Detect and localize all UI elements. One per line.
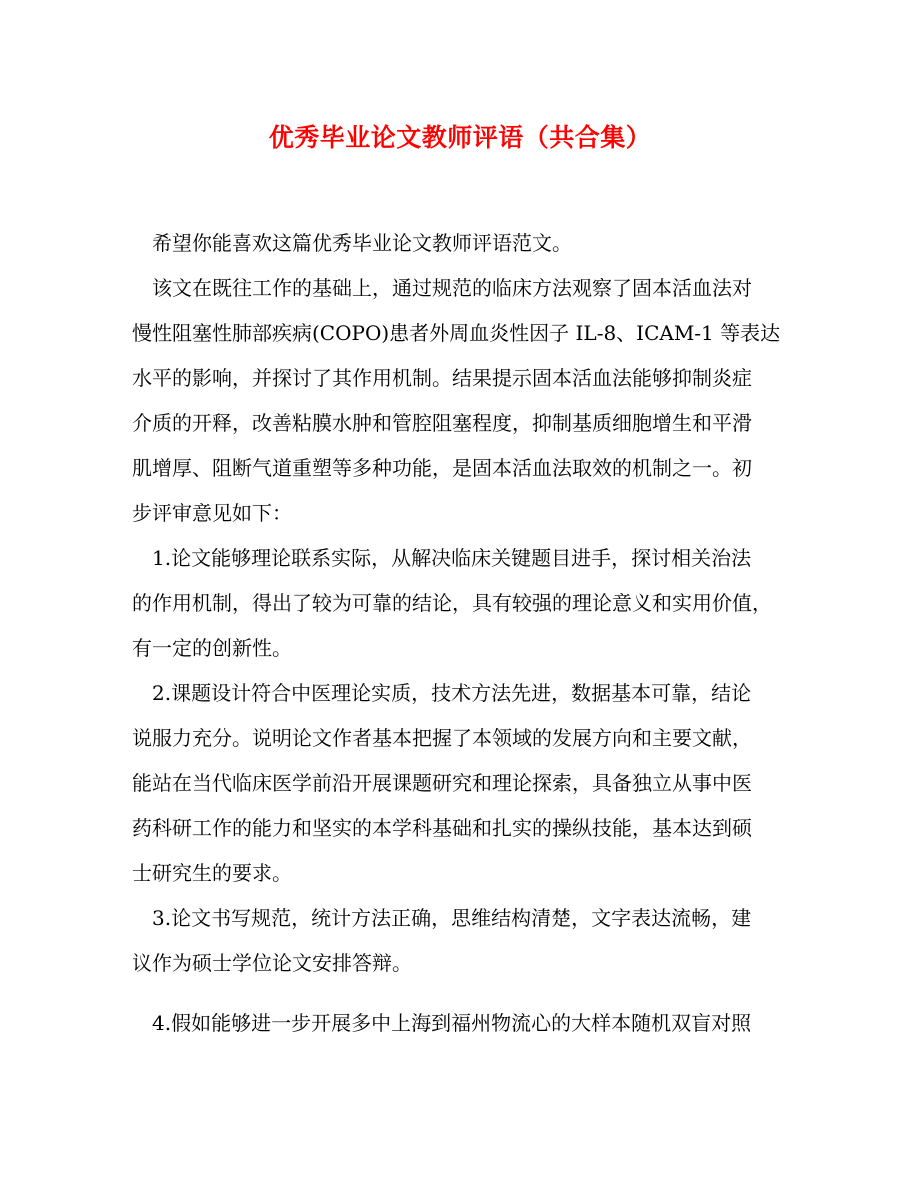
- text-line: 4.假如能够进一步开展多中上海到福州物流心的大样本随机双盲对照: [152, 1011, 752, 1035]
- text-line: 该文在既往工作的基础上，通过规范的临床方法观察了固本活血法对: [152, 276, 752, 300]
- text-line: 慢性阻塞性肺部疾病(COPO)患者外周血炎性因子 IL-8、ICAM-1 等表达: [132, 321, 781, 345]
- text-line: 介质的开释，改善粘膜水肿和管腔阻塞程度，抑制基质细胞增生和平滑: [132, 411, 752, 435]
- text-line: 步评审意见如下：: [132, 501, 292, 525]
- text-line: 1.论文能够理论联系实际，从解决临床关键题目进手，探讨相关治法: [152, 546, 752, 570]
- text-line: 士研究生的要求。: [132, 861, 292, 885]
- text-line: 希望你能喜欢这篇优秀毕业论文教师评语范文。: [152, 231, 572, 255]
- text-line: 水平的影响，并探讨了其作用机制。结果提示固本活血法能够抑制炎症: [132, 366, 752, 390]
- text-line: 药科研工作的能力和坚实的本学科基础和扎实的操纵技能，基本达到硕: [132, 816, 752, 840]
- text-line: 2.课题设计符合中医理论实质，技术方法先进，数据基本可靠，结论: [152, 681, 752, 705]
- text-line: 能站在当代临床医学前沿开展课题研究和理论探索，具备独立从事中医: [132, 771, 752, 795]
- text-line: 有一定的创新性。: [132, 636, 292, 660]
- text-line: 说服力充分。说明论文作者基本把握了本领域的发展方向和主要文献，: [132, 726, 752, 750]
- document-title: 优秀毕业论文教师评语（共合集）: [268, 123, 652, 152]
- text-line: 3.论文书写规范，统计方法正确，思维结构清楚，文字表达流畅，建: [152, 906, 752, 930]
- text-line: 肌增厚、阻断气道重塑等多种功能，是固本活血法取效的机制之一。初: [132, 456, 752, 480]
- text-line: 的作用机制，得出了较为可靠的结论，具有较强的理论意义和实用价值，: [132, 591, 772, 615]
- text-line: 议作为硕士学位论文安排答辩。: [132, 951, 412, 975]
